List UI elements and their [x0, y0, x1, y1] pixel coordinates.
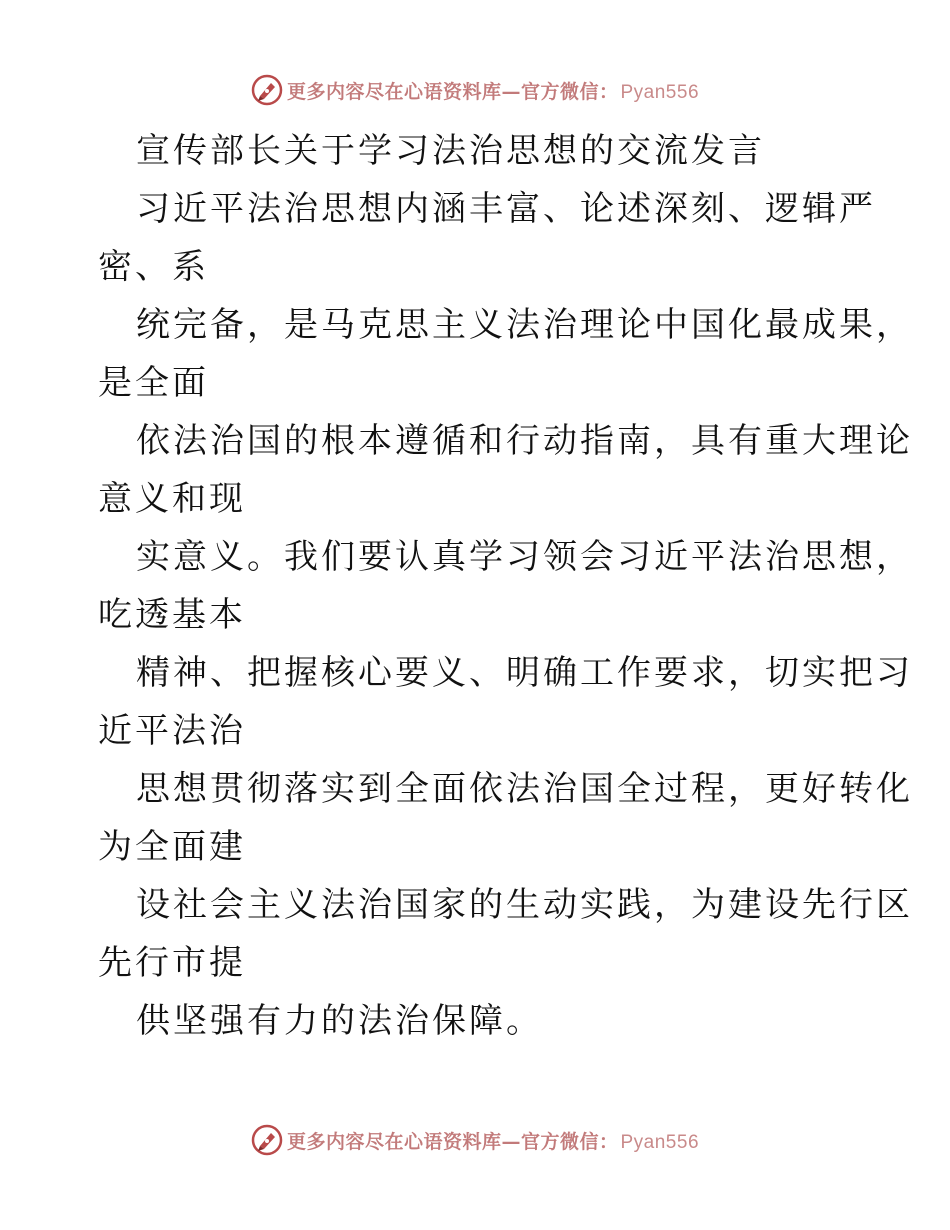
paragraph-line: 依法治国的根本遵循和行动指南，具有重大理论	[136, 421, 913, 461]
logo-icon	[251, 1124, 283, 1156]
paragraph-line: 是全面	[98, 363, 209, 403]
banner-dash: —	[501, 1130, 521, 1153]
banner-label: 官方微信：	[520, 80, 619, 103]
banner-text	[287, 77, 699, 104]
banner-main-text: 更多内容尽在心语资料库	[286, 1130, 502, 1153]
paragraph-line: 实意义。我们要认真学习领会习近平法治思想，	[136, 537, 913, 577]
paragraph-line: 供坚强有力的法治保障。	[136, 1001, 543, 1041]
banner-dash: —	[501, 80, 521, 103]
paragraph-line: 先行市提	[98, 943, 246, 983]
wechat-id: Pyan556	[620, 81, 700, 103]
paragraph-line: 为全面建	[98, 827, 246, 867]
paragraph-line: 密、系	[98, 247, 209, 287]
paragraph-line: 精神、把握核心要义、明确工作要求，切实把习	[136, 653, 913, 693]
wechat-id: Pyan556	[620, 1131, 700, 1153]
header-banner	[0, 70, 950, 110]
paragraph-line: 吃透基本	[98, 595, 246, 635]
banner-main-text: 更多内容尽在心语资料库	[286, 80, 502, 103]
paragraph-line: 思想贯彻落实到全面依法治国全过程，更好转化	[136, 769, 913, 809]
logo-icon	[251, 74, 283, 106]
banner-text	[287, 1127, 699, 1154]
paragraph-line: 设社会主义法治国家的生动实践，为建设先行区	[136, 885, 913, 925]
banner-label: 官方微信：	[520, 1130, 619, 1153]
paragraph-line: 统完备，是马克思主义法治理论中国化最成果，	[136, 305, 913, 345]
footer-banner	[0, 1120, 950, 1160]
paragraph-line: 意义和现	[98, 479, 246, 519]
document-body	[98, 122, 913, 1050]
paragraph-line: 习近平法治思想内涵丰富、论述深刻、逻辑严	[136, 189, 876, 229]
document-title: 宣传部长关于学习法治思想的交流发言	[136, 131, 765, 171]
paragraph-line: 近平法治	[98, 711, 246, 751]
